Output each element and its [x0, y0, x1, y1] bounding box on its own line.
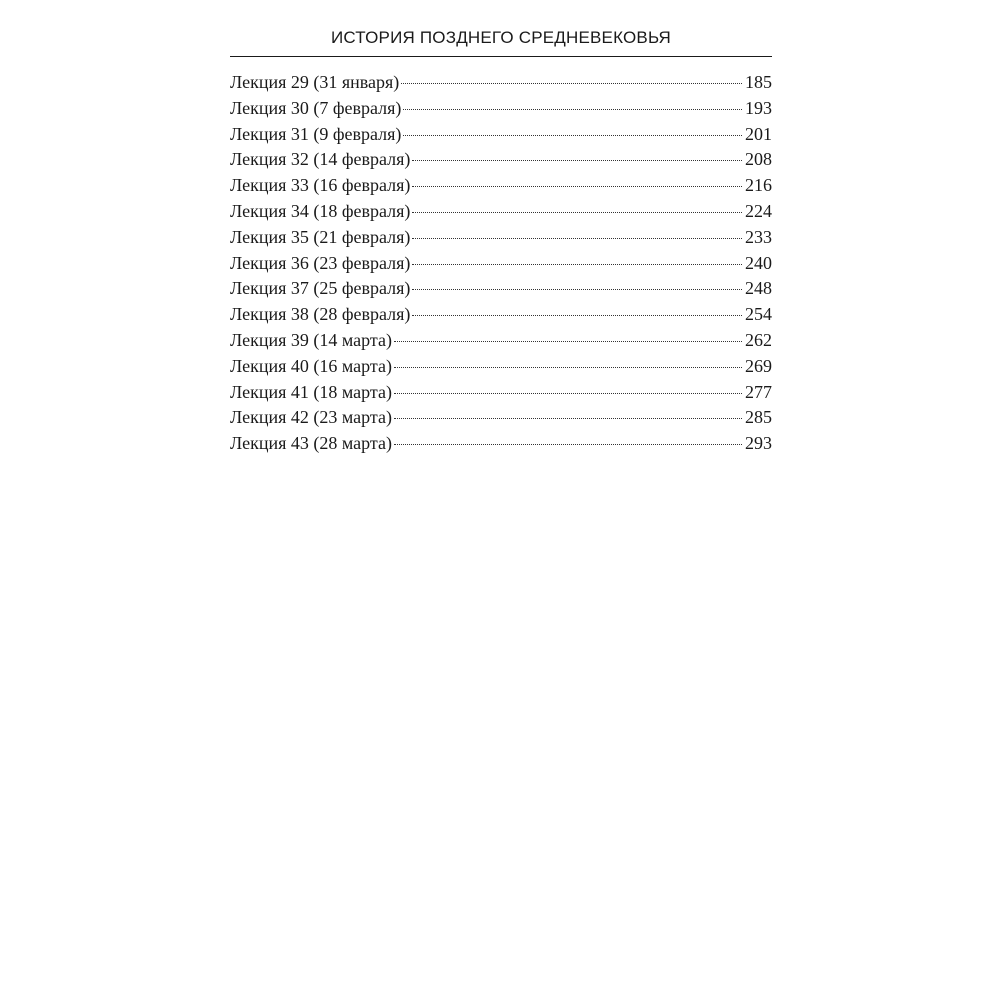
toc-entry [230, 201, 772, 227]
toc-entry-page-number: 216 [745, 175, 772, 196]
toc-entry-title: Лекция 36 (23 февраля) [230, 252, 411, 273]
dot-leader [394, 341, 742, 342]
toc-entry-page-number: 193 [745, 97, 772, 118]
toc-entry-page-number: 201 [745, 123, 772, 144]
dot-leader [403, 135, 742, 136]
dot-leader [412, 238, 742, 239]
dot-leader [394, 393, 742, 394]
toc-entry-title: Лекция 33 (16 февраля) [230, 175, 411, 196]
toc-entry [230, 175, 772, 201]
toc-entry-title: Лекция 39 (14 марта) [230, 329, 392, 350]
dot-leader [412, 289, 742, 290]
table-of-contents [230, 72, 772, 459]
dot-leader [403, 109, 742, 110]
dot-leader [412, 212, 742, 213]
toc-entry-page-number: 285 [745, 407, 772, 428]
dot-leader [401, 83, 742, 84]
toc-entry-title: Лекция 43 (28 марта) [230, 433, 392, 454]
dot-leader [394, 444, 742, 445]
toc-entry-title: Лекция 42 (23 марта) [230, 407, 392, 428]
dot-leader [412, 315, 742, 316]
toc-entry-page-number: 262 [745, 329, 772, 350]
toc-entry-title: Лекция 29 (31 января) [230, 72, 400, 92]
header-rule [230, 56, 772, 57]
toc-entry-page-number: 233 [745, 226, 772, 247]
toc-entry-title: Лекция 37 (25 февраля) [230, 278, 411, 299]
toc-entry [230, 149, 772, 175]
dot-leader [394, 367, 742, 368]
toc-entry-page-number: 269 [745, 355, 772, 376]
toc-entry [230, 124, 772, 150]
toc-entry [230, 253, 772, 279]
running-header-title: ИСТОРИЯ ПОЗДНЕГО СРЕДНЕВЕКОВЬЯ [330, 28, 672, 47]
toc-entry-page-number: 254 [745, 304, 772, 325]
toc-entry-page-number: 240 [745, 252, 772, 273]
toc-entry [230, 356, 772, 382]
toc-entry-page-number: 293 [745, 433, 772, 454]
dot-leader [412, 264, 742, 265]
toc-entry-title: Лекция 40 (16 марта) [230, 355, 392, 376]
dot-leader [412, 186, 742, 187]
toc-entry [230, 227, 772, 253]
toc-entry-title: Лекция 35 (21 февраля) [230, 226, 411, 247]
toc-entry-page-number: 224 [745, 200, 772, 221]
toc-entry-title: Лекция 41 (18 марта) [230, 381, 392, 402]
toc-entry-page-number: 185 [745, 72, 772, 92]
toc-entry-title: Лекция 30 (7 февраля) [230, 97, 402, 118]
toc-entry-page-number: 208 [745, 149, 772, 170]
toc-entry-title: Лекция 38 (28 февраля) [230, 304, 411, 325]
toc-entry [230, 407, 772, 433]
toc-entry [230, 382, 772, 408]
toc-entry [230, 330, 772, 356]
toc-entry [230, 72, 772, 98]
toc-entry-title: Лекция 32 (14 февраля) [230, 149, 411, 170]
toc-entry-page-number: 277 [745, 381, 772, 402]
toc-entry [230, 278, 772, 304]
dot-leader [412, 160, 742, 161]
toc-entry-page-number: 248 [745, 278, 772, 299]
toc-entry-title: Лекция 34 (18 февраля) [230, 200, 411, 221]
toc-entry [230, 98, 772, 124]
toc-entry-title: Лекция 31 (9 февраля) [230, 123, 402, 144]
toc-entry [230, 433, 772, 459]
toc-entry [230, 304, 772, 330]
dot-leader [394, 418, 742, 419]
